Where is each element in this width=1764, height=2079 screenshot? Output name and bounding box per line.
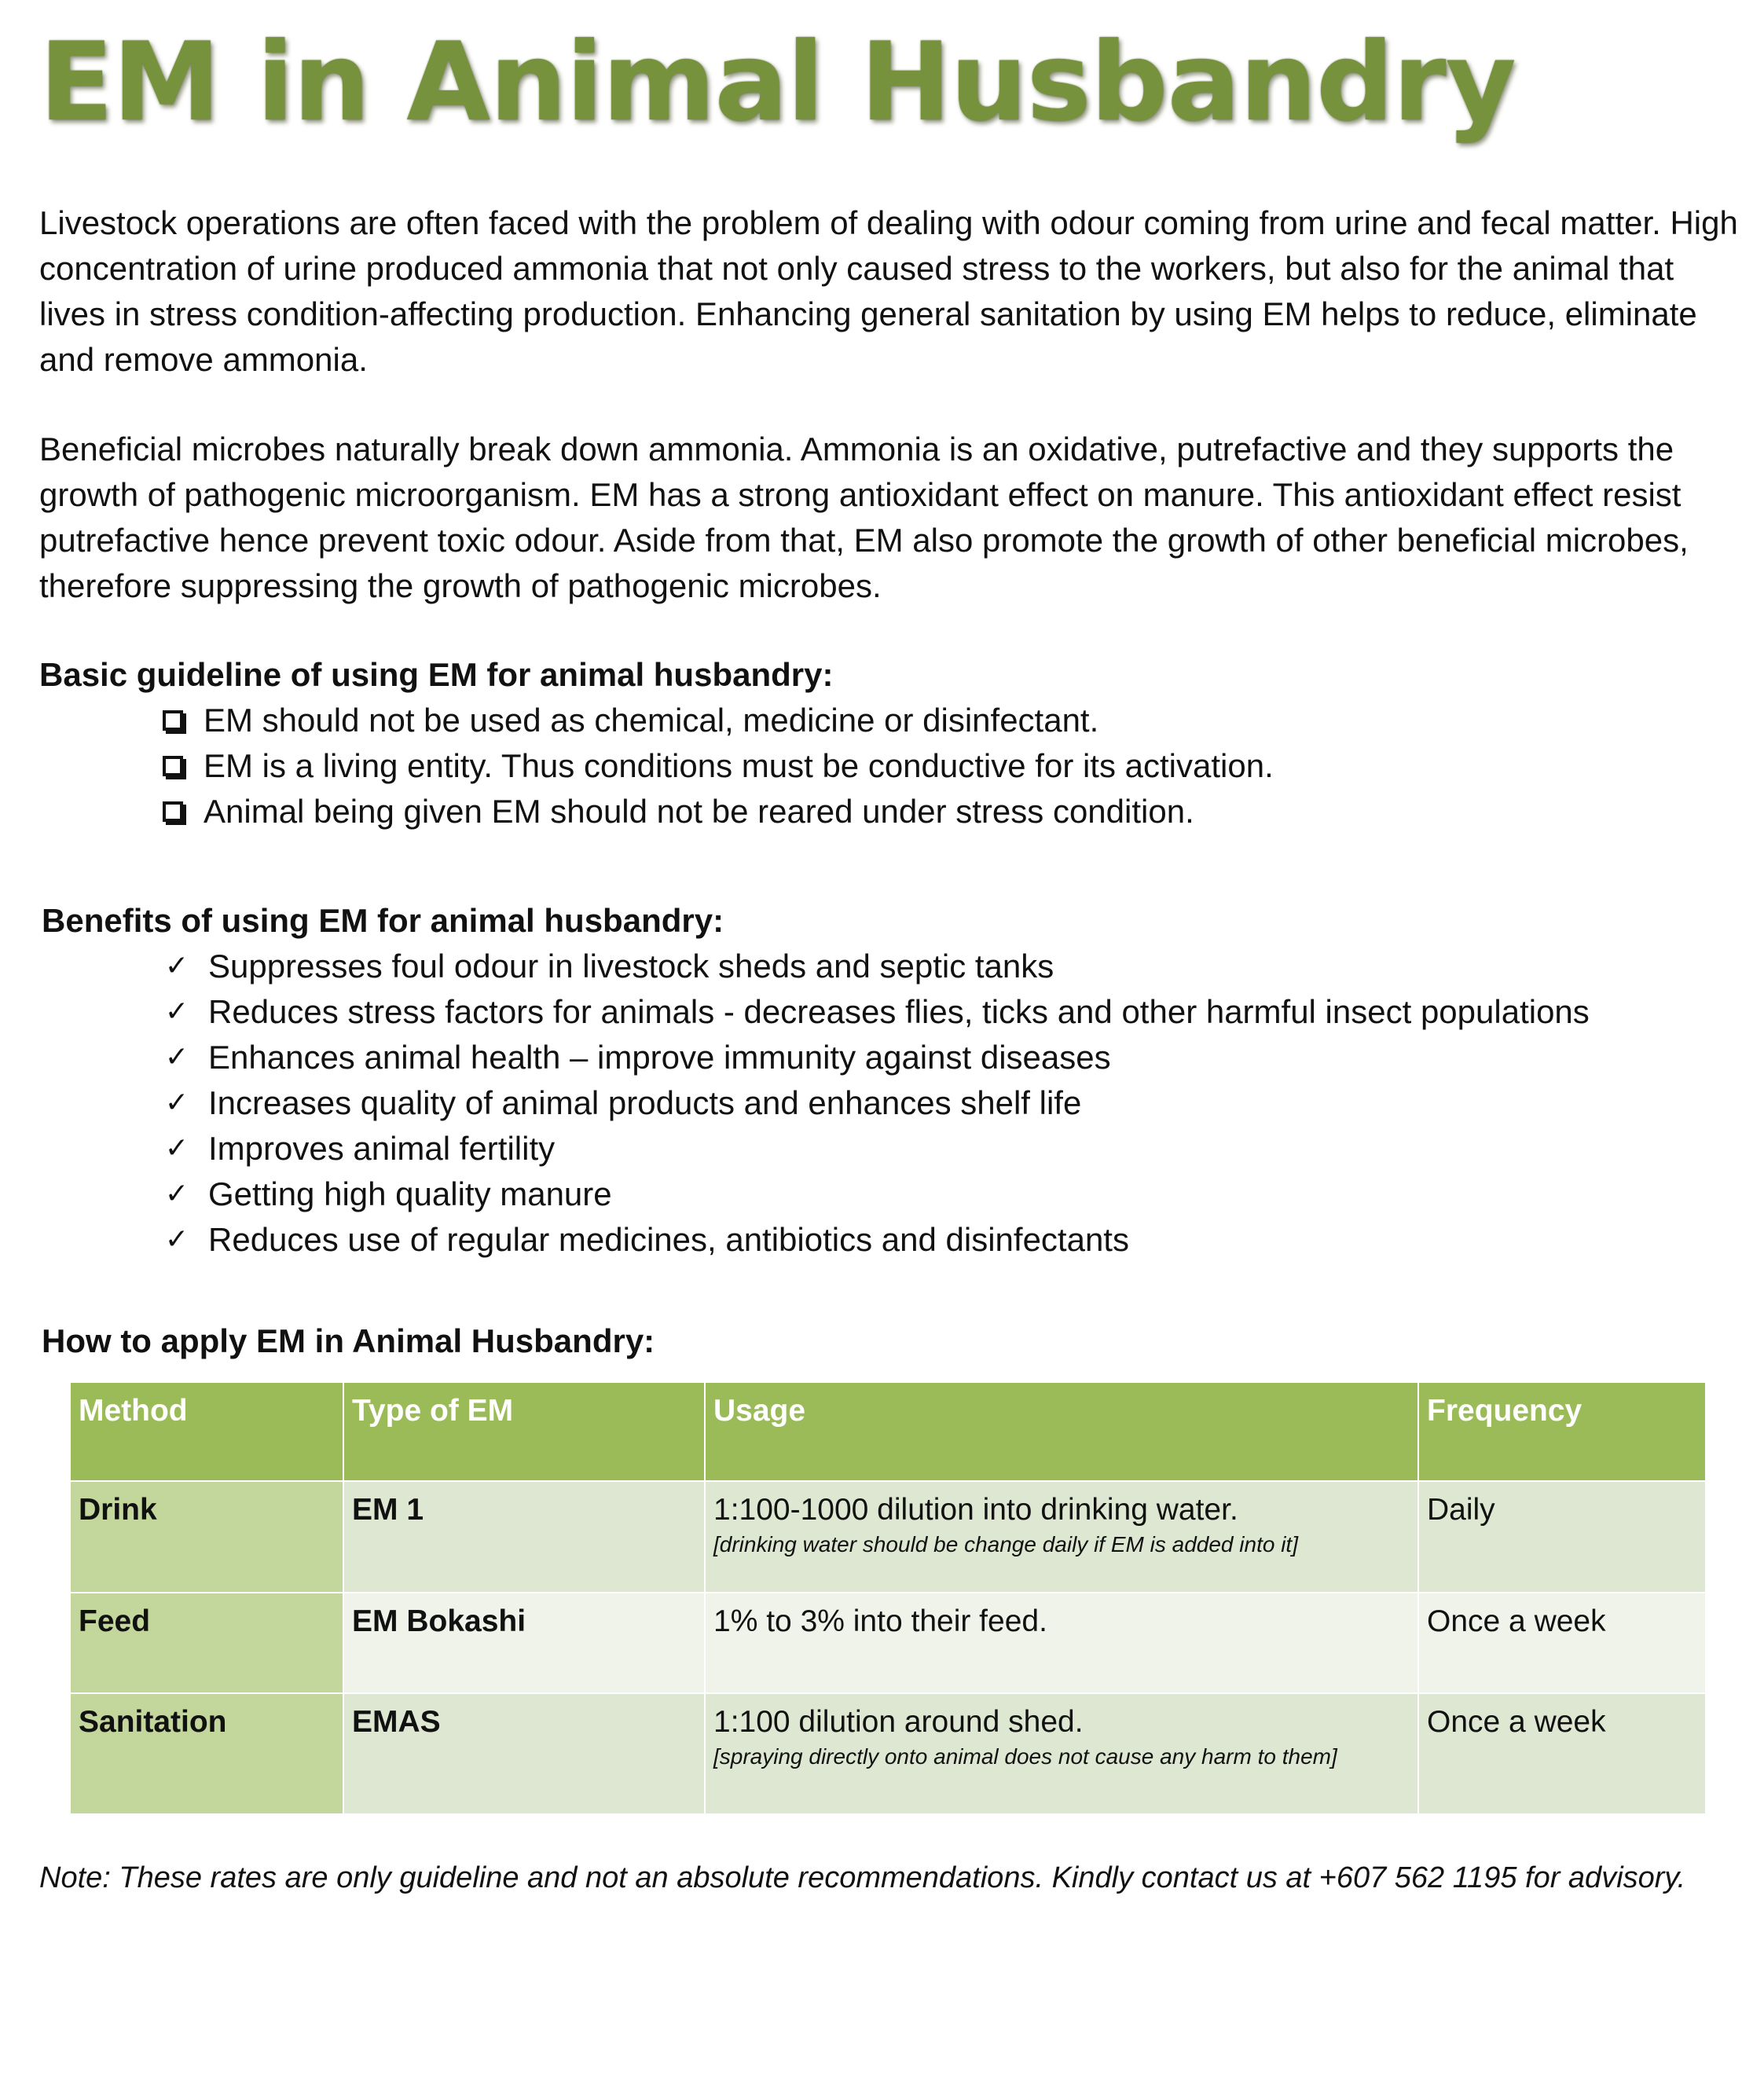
checkbox-icon	[163, 756, 183, 776]
page-title: EM in Animal Husbandry	[39, 19, 1516, 145]
benefit-item	[161, 944, 1590, 989]
intro-paragraph: Livestock operations are often faced with the problem of dealing with odour coming from urine and fecal matter. High concentration of urine produced ammonia that not only caused stress to the workers, but also for the animal that lives in stress condition-affecting production. Enhancing general sanitation by using EM helps to reduce, eliminate and remove ammonia.	[39, 204, 1738, 378]
usage-text: 1% to 3% into their feed.	[713, 1604, 1047, 1638]
table-header-row	[70, 1382, 1706, 1481]
guideline-item-text: Animal being given EM should not be reared under stress condition.	[204, 793, 1194, 830]
check-mark-icon: ✓	[164, 1041, 189, 1073]
benefits-list	[161, 944, 1590, 1263]
checkbox-icon	[163, 710, 183, 731]
guideline-item	[161, 698, 1274, 743]
method-cell: Drink	[70, 1481, 343, 1593]
method-cell: Feed	[70, 1593, 343, 1693]
column-header-method: Method	[70, 1382, 343, 1481]
check-mark-icon: ✓	[164, 1223, 189, 1256]
frequency-cell: Once a week	[1418, 1593, 1706, 1693]
usage-cell	[705, 1481, 1418, 1593]
advisory-note: Note: These rates are only guideline and not an absolute recommendations. Kindly contact us at +607 562 1195 for advisory.	[39, 1861, 1686, 1894]
benefit-item-text: Enhances animal health – improve immunity against diseases	[208, 1039, 1111, 1076]
method-cell: Sanitation	[70, 1693, 343, 1814]
check-mark-icon: ✓	[164, 1132, 189, 1164]
usage-text: 1:100-1000 dilution into drinking water.	[713, 1493, 1238, 1527]
usage-note: [drinking water should be change daily if EM is added into it]	[713, 1532, 1298, 1556]
type-cell: EM 1	[343, 1481, 705, 1593]
application-table	[69, 1381, 1707, 1815]
column-header-type: Type of EM	[343, 1382, 705, 1481]
check-mark-icon: ✓	[164, 1178, 189, 1210]
guideline-item-text: EM is a living entity. Thus conditions must be conductive for its activation.	[204, 747, 1274, 784]
benefit-item-text: Increases quality of animal products and enhances shelf life	[208, 1084, 1082, 1121]
frequency-cell: Once a week	[1418, 1693, 1706, 1814]
benefit-item-text: Improves animal fertility	[208, 1130, 556, 1167]
table-row	[70, 1693, 1706, 1814]
microbes-paragraph: Beneficial microbes naturally break down ammonia. Ammonia is an oxidative, putrefactive and they supports the growth of pathogenic microorganism. EM has a strong antioxidant effect on manure. This antioxidant effect resist putrefactive hence prevent toxic odour. Aside from that, EM also promote the growth of other beneficial microbes, therefore suppressing the growth of pathogenic microbes.	[39, 431, 1689, 604]
type-cell: EM Bokashi	[343, 1593, 705, 1693]
table-row	[70, 1481, 1706, 1593]
usage-cell	[705, 1693, 1418, 1814]
benefit-item-text: Getting high quality manure	[208, 1175, 612, 1212]
checkbox-icon	[163, 801, 183, 822]
benefits-heading: Benefits of using EM for animal husbandry:	[42, 902, 724, 939]
benefit-item-text: Reduces stress factors for animals - decreases flies, ticks and other harmful insect populations	[208, 993, 1590, 1030]
guideline-heading: Basic guideline of using EM for animal husbandry:	[39, 656, 834, 693]
benefit-item	[161, 1035, 1590, 1080]
apply-heading: How to apply EM in Animal Husbandry:	[42, 1322, 655, 1359]
benefit-item	[161, 1217, 1590, 1263]
guideline-item	[161, 743, 1274, 789]
usage-note: [spraying directly onto animal does not cause any harm to them]	[713, 1744, 1337, 1769]
column-header-frequency: Frequency	[1418, 1382, 1706, 1481]
frequency-cell: Daily	[1418, 1481, 1706, 1593]
usage-text: 1:100 dilution around shed.	[713, 1705, 1084, 1739]
benefit-item-text: Reduces use of regular medicines, antibiotics and disinfectants	[208, 1221, 1129, 1258]
check-mark-icon: ✓	[164, 950, 189, 982]
benefit-item-text: Suppresses foul odour in livestock sheds and septic tanks	[208, 948, 1054, 984]
benefit-item	[161, 989, 1590, 1035]
type-cell: EMAS	[343, 1693, 705, 1814]
usage-cell	[705, 1593, 1418, 1693]
benefit-item	[161, 1080, 1590, 1126]
benefit-item	[161, 1172, 1590, 1217]
check-mark-icon: ✓	[164, 1087, 189, 1119]
column-header-usage: Usage	[705, 1382, 1418, 1481]
benefit-item	[161, 1126, 1590, 1172]
guideline-list	[161, 698, 1274, 834]
check-mark-icon: ✓	[164, 996, 189, 1028]
guideline-item	[161, 789, 1274, 834]
table-row	[70, 1593, 1706, 1693]
guideline-item-text: EM should not be used as chemical, medicine or disinfectant.	[204, 702, 1099, 739]
